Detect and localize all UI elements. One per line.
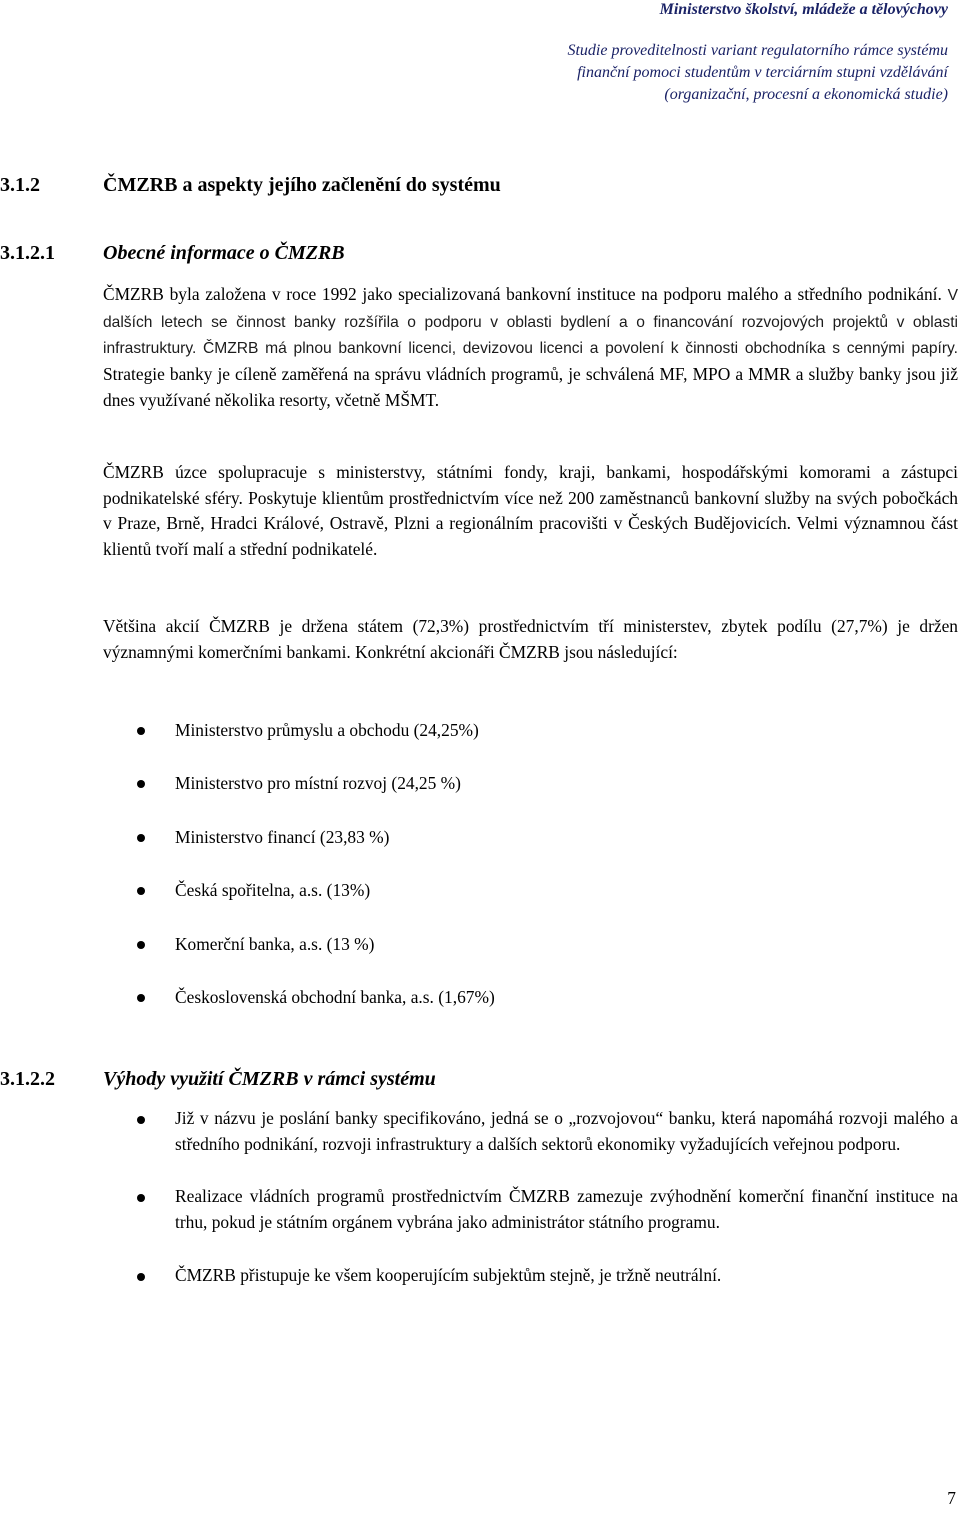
section-heading	[0, 172, 501, 198]
header-ministry: Ministerstvo školství, mládeže a tělovýchovy	[659, 1, 948, 18]
list-item	[0, 770, 495, 823]
list-item	[0, 877, 495, 930]
list-item-text: Realizace vládních programů prostřednictvím ČMZRB zamezuje zvýhodnění komerční finanční instituce na trhu, pokud je státním orgánem vybrána jako administrátor státního programu.	[175, 1186, 958, 1233]
advantages-list	[0, 1106, 958, 1316]
paragraph-1-part-2: V dalších letech se činnost banky rozšířila o podporu v oblasti bydlení a o financování rozvojových projektů v oblasti infrastruktury. ČMZRB má plnou bankovní licenci, devizovou licenci a povolení k činnosti obchodníka s cennými papíry.	[103, 287, 958, 358]
page-header	[567, 0, 948, 106]
subsection-2-title: Výhody využití ČMZRB v rámci systému	[103, 1068, 436, 1090]
bullet-icon	[137, 1116, 145, 1124]
header-study-line-1: Studie proveditelnosti variant regulatorního rámce systému	[567, 42, 948, 59]
subsection-2-number: 3.1.2.2	[0, 1068, 55, 1090]
shareholders-list	[0, 717, 495, 1037]
subsection-1-number: 3.1.2.1	[0, 242, 55, 264]
list-item	[0, 717, 495, 770]
bullet-icon	[137, 834, 145, 842]
header-study-title	[567, 40, 948, 106]
list-item	[0, 1184, 958, 1235]
list-item-text: Komerční banka, a.s. (13 %)	[175, 933, 375, 954]
list-item-text: Ministerstvo průmyslu a obchodu (24,25%)	[175, 720, 479, 740]
paragraph-1-part-1: ČMZRB byla založena v roce 1992 jako specializovaná bankovní instituce na podporu malého a středního podnikání.	[103, 284, 948, 304]
subsection-1-title: Obecné informace o ČMZRB	[103, 242, 345, 264]
subsection-2-heading	[0, 1066, 436, 1092]
list-item	[0, 824, 495, 877]
list-item-text: Československá obchodní banka, a.s. (1,67%)	[175, 986, 495, 1007]
section-number: 3.1.2	[0, 174, 40, 196]
list-item-text: Již v názvu je poslání banky specifikováno, jedná se o „rozvojovou“ banku, která napomáhá rozvoji malého a středního podnikání, rozvoji infrastruktury a dalších sektorů ekonomiky vyžadujících veřejnou podporu.	[175, 1108, 958, 1154]
bullet-icon	[137, 727, 145, 735]
list-item-text: Ministerstvo financí (23,83 %)	[175, 826, 390, 847]
page-number: 7	[947, 1488, 956, 1508]
bullet-icon	[137, 994, 145, 1002]
bullet-icon	[137, 780, 145, 788]
paragraph-1-part-3: Strategie banky je cíleně zaměřená na správu vládních programů, je schválená MF, MPO a MMR a služby banky jsou již dnes využívané několika resorty, včetně MŠMT.	[103, 364, 958, 410]
bullet-icon	[137, 941, 145, 949]
list-item-text: Ministerstvo pro místní rozvoj (24,25 %)	[175, 773, 461, 794]
bullet-icon	[137, 1194, 145, 1202]
bullet-icon	[137, 1273, 145, 1281]
section-title: ČMZRB a aspekty jejího začlenění do systému	[103, 174, 501, 196]
header-study-line-3: (organizační, procesní a ekonomická studie)	[664, 86, 948, 103]
header-study-line-2: finanční pomoci studentům v terciárním stupni vzdělávání	[577, 64, 948, 81]
list-item	[0, 931, 495, 984]
paragraph-general-info	[103, 282, 958, 414]
paragraph-shareholders-intro: Většina akcií ČMZRB je držena státem (72,3%) prostřednictvím tří ministerstev, zbytek podílu (27,7%) je držen významnými komerčními bankami. Konkrétní akcionáři ČMZRB jsou následující:	[103, 616, 958, 662]
list-item	[0, 1106, 958, 1157]
subsection-1-heading	[0, 240, 345, 266]
list-item	[0, 1263, 958, 1289]
bullet-icon	[137, 887, 145, 895]
list-item	[0, 984, 495, 1037]
list-item-text: Česká spořitelna, a.s. (13%)	[175, 880, 371, 901]
paragraph-cooperation: ČMZRB úzce spolupracuje s ministerstvy, státními fondy, kraji, bankami, hospodářskými komorami a zástupci podnikatelské sféry. Poskytuje klientům prostřednictvím více než 200 zaměstnanců bankovní služby na svých pobočkách v Praze, Brně, Hradci Králové, Ostravě, Plzni a regionálním pracovišti v Českých Budějovicích. Velmi významnou část klientů tvoří malí a střední podnikatelé.	[103, 462, 958, 560]
list-item-text: ČMZRB přistupuje ke všem kooperujícím subjektům stejně, je tržně neutrální.	[175, 1264, 722, 1285]
